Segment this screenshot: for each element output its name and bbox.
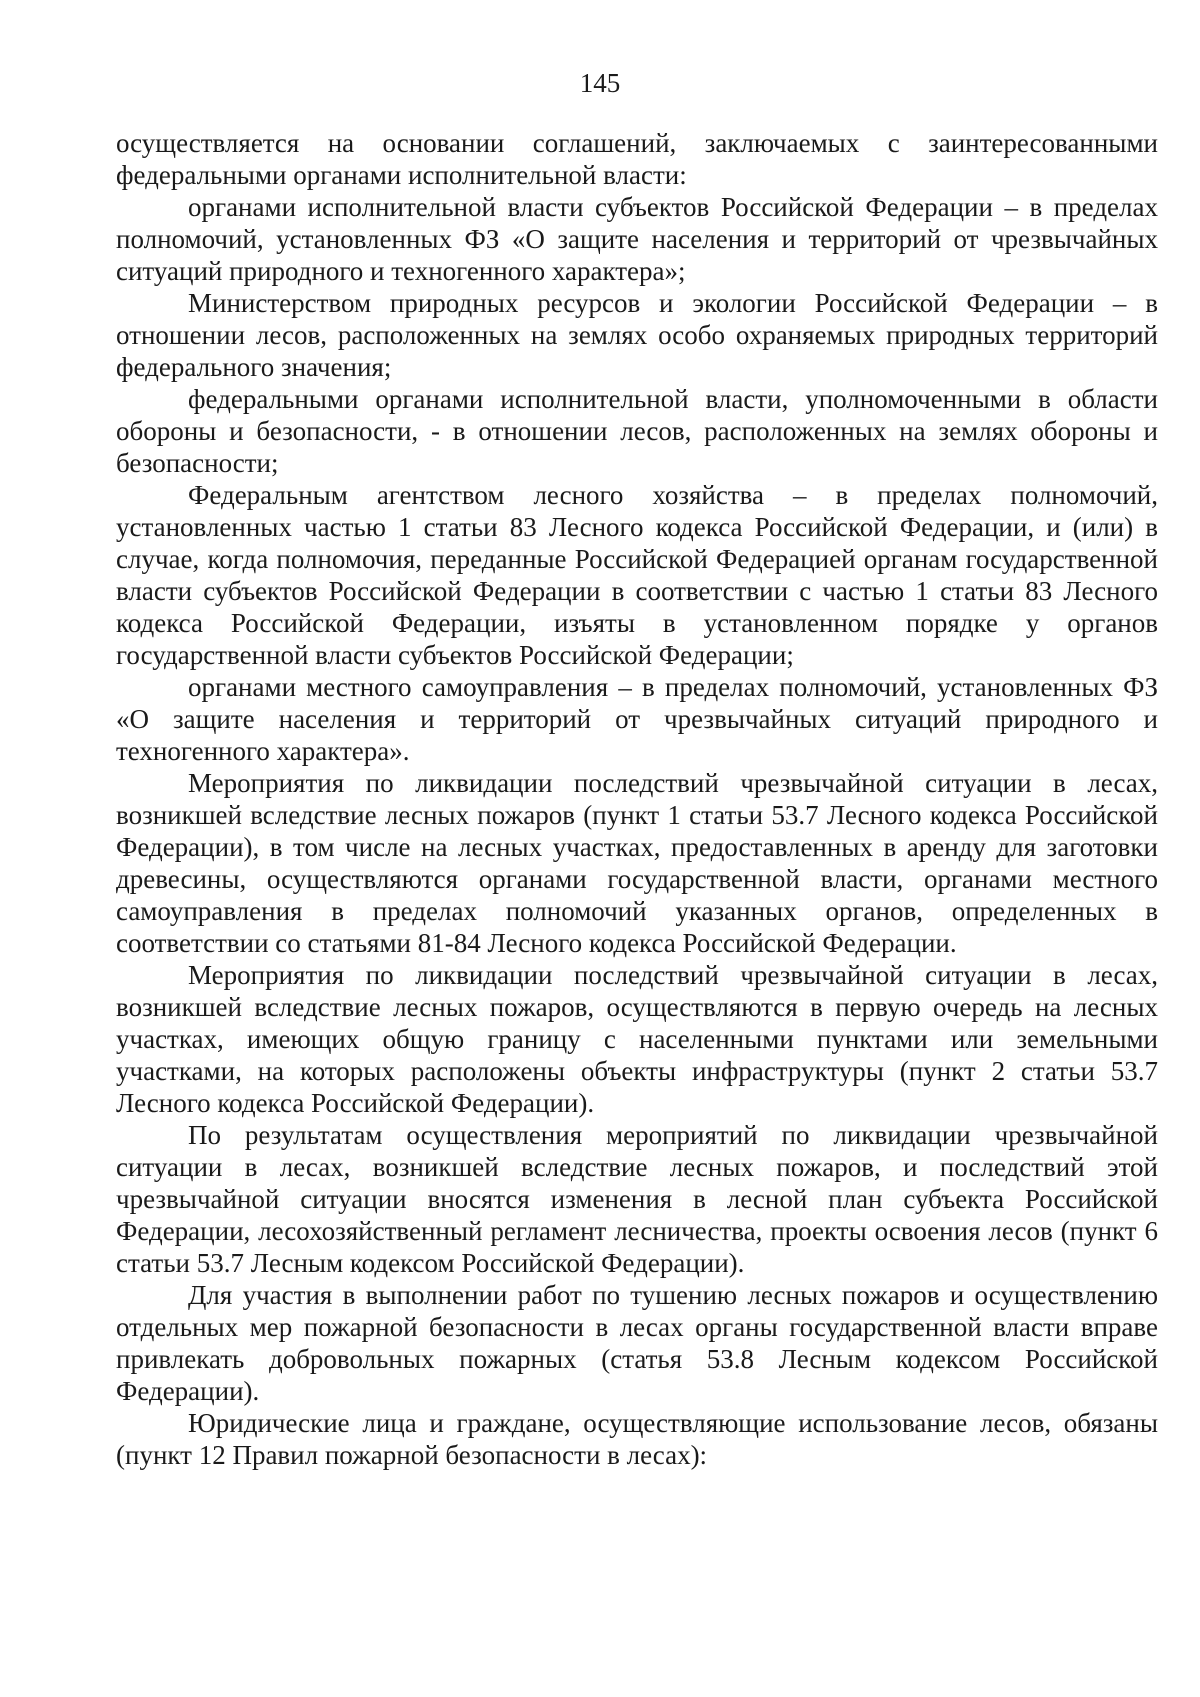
paragraph-volunteer-firefighters: Для участия в выполнении работ по тушению лесных пожаров и осуществлению отдельных мер пожарной безопасности в лесах органы государственной власти вправе привлекать добровольных пожарных (статья 53.8 Лесным кодексом Российской Федерации). bbox=[116, 1280, 1158, 1406]
paragraph-local-self-government: органами местного самоуправления – в пределах полномочий, установленных ФЗ «О защите населения и территорий от чрезвычайных ситуаций природного и техногенного характера». bbox=[116, 672, 1158, 766]
paragraph-forestry-agency: Федеральным агентством лесного хозяйства – в пределах полномочий, установленных частью 1 статьи 83 Лесного кодекса Российской Федерации, и (или) в случае, когда полномочия, переданные Российской Федерацией органам государственной власти субъектов Российской Федерации в соответствии с частью 1 статьи 83 Лесного кодекса Российской Федерации, изъяты в установленном порядке у органов государственной власти субъектов Российской Федерации; bbox=[116, 480, 1158, 670]
page-number: 145 bbox=[579, 68, 621, 98]
paragraph-regional-authorities: органами исполнительной власти субъектов Российской Федерации – в пределах полномочий, установленных ФЗ «О защите населения и территорий от чрезвычайных ситуаций природного и техногенного характера»; bbox=[116, 192, 1158, 286]
paragraph-continuation: осуществляется на основании соглашений, заключаемых с заинтересованными федеральными органами исполнительной власти: bbox=[116, 128, 1158, 190]
paragraph-ministry-natural-resources: Министерством природных ресурсов и экологии Российской Федерации – в отношении лесов, расположенных на землях особо охраняемых природных территорий федерального значения; bbox=[116, 288, 1158, 382]
paragraph-priority-areas: Мероприятия по ликвидации последствий чрезвычайной ситуации в лесах, возникшей вследствие лесных пожаров, осуществляются в первую очередь на лесных участках, имеющих общую границу с населенными пунктами или земельными участками, на которых расположены объекты инфраструктуры (пункт 2 статьи 53.7 Лесного кодекса Российской Федерации). bbox=[116, 960, 1158, 1118]
paragraph-obligations: Юридические лица и граждане, осуществляющие использование лесов, обязаны (пункт 12 Правил пожарной безопасности в лесах): bbox=[116, 1408, 1158, 1470]
paragraph-defense-authorities: федеральными органами исполнительной власти, уполномоченными в области обороны и безопасности, - в отношении лесов, расположенных на землях обороны и безопасности; bbox=[116, 384, 1158, 478]
paragraph-liquidation-measures: Мероприятия по ликвидации последствий чрезвычайной ситуации в лесах, возникшей вследствие лесных пожаров (пункт 1 статьи 53.7 Лесного кодекса Российской Федерации), в том числе на лесных участках, предоставленных в аренду для заготовки древесины, осуществляются органами государственной власти, органами местного самоуправления в пределах полномочий указанных органов, определенных в соответствии со статьями 81-84 Лесного кодекса Российской Федерации. bbox=[116, 768, 1158, 958]
document-body bbox=[116, 127, 1158, 1471]
paragraph-plan-changes: По результатам осуществления мероприятий по ликвидации чрезвычайной ситуации в лесах, возникшей вследствие лесных пожаров, и последствий этой чрезвычайной ситуации вносятся изменения в лесной план субъекта Российской Федерации, лесохозяйственный регламент лесничества, проекты освоения лесов (пункт 6 статьи 53.7 Лесным кодексом Российской Федерации). bbox=[116, 1120, 1158, 1278]
